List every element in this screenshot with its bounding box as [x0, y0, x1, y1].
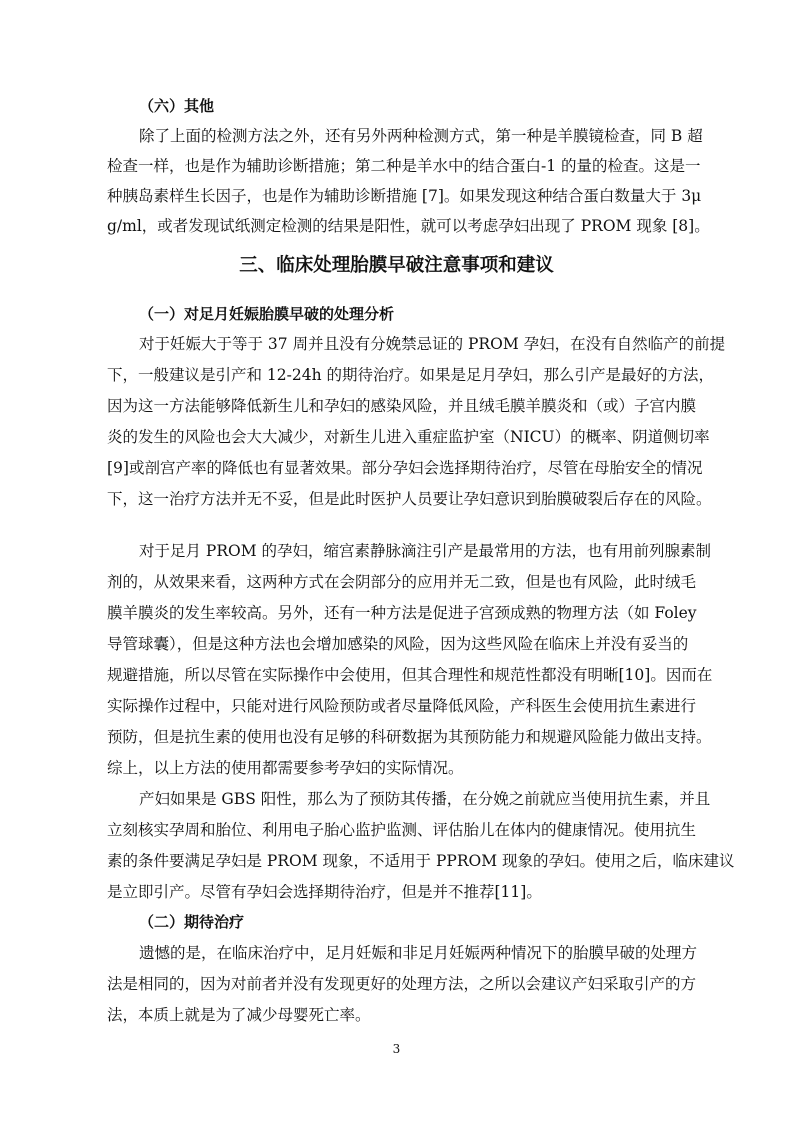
- paragraph-line: 检查一样，也是作为辅助诊断措施；第二种是羊水中的结合蛋白-1 的量的检查。这是一: [107, 157, 701, 175]
- paragraph-line: g/ml，或者发现试纸测定检测的结果是阳性，就可以考虑孕妇出现了 PROM 现象 [8]。: [107, 217, 710, 235]
- paragraph-line: 导管球囊），但是这种方法也会增加感染的风险，因为这些风险在临床上并没有妥当的: [107, 635, 689, 653]
- section-title: 三、临床处理胎膜早破注意事项和建议: [239, 255, 554, 276]
- paragraph-line: 是立即引产。尽管有孕妇会选择期待治疗，但是并不推荐[11]。: [107, 883, 542, 901]
- paragraph-line: 下，一般建议是引产和 12-24h 的期待治疗。如果是足月孕妇，那么引产是最好的方法，: [107, 366, 715, 384]
- paragraph-line: [9]或剖宫产率的降低也有显著效果。部分孕妇会选择期待治疗，尽管在母胎安全的情况: [107, 459, 703, 477]
- paragraph-line: 因为这一方法能够降低新生儿和孕妇的感染风险，并且绒毛膜羊膜炎和（或）子宫内膜: [107, 397, 697, 415]
- paragraph-line: 下，这一治疗方法并无不妥，但是此时医护人员要让孕妇意识到胎膜破裂后存在的风险。: [107, 490, 712, 508]
- subsection-heading: （一）对足月妊娠胎膜早破的处理分析: [139, 305, 395, 323]
- paragraph-line: 种胰岛素样生长因子，也是作为辅助诊断措施 [7]。如果发现这种结合蛋白数量大于 3μ: [107, 187, 702, 205]
- paragraph-line: 对于足月 PROM 的孕妇，缩宫素静脉滴注引产是最常用的方法，也有用前列腺素制: [139, 542, 712, 560]
- paragraph-line: 法是相同的，因为对前者并没有发现更好的处理方法，之所以会建议产妇采取引产的方: [107, 975, 697, 993]
- paragraph-line: 对于妊娠大于等于 37 周并且没有分娩禁忌证的 PROM 孕妇，在没有自然临产的前提: [139, 335, 726, 353]
- subsection-heading: （二）期待治疗: [139, 913, 245, 931]
- paragraph-line: 除了上面的检测方法之外，还有另外两种检测方式，第一种是羊膜镜检查，同 B 超: [139, 127, 703, 145]
- paragraph-line: 实际操作过程中，只能对进行风险预防或者尽量降低风险，产科医生会使用抗生素进行: [107, 697, 697, 715]
- page-number: 3: [392, 1042, 401, 1056]
- paragraph-line: 产妇如果是 GBS 阳性，那么为了预防其传播，在分娩之前就应当使用抗生素，并且: [139, 790, 711, 808]
- paragraph-line: 剂的，从效果来看，这两种方式在会阴部分的应用并无二致，但是也有风险，此时绒毛: [107, 573, 697, 591]
- paragraph-line: 遗憾的是，在临床治疗中，足月妊娠和非足月妊娠两种情况下的胎膜早破的处理方: [139, 944, 698, 962]
- paragraph-line: 炎的发生的风险也会大大减少，对新生儿进入重症监护室（NICU）的概率、阴道侧切率: [107, 428, 710, 446]
- paragraph-line: 法，本质上就是为了减少母婴死亡率。: [107, 1006, 371, 1024]
- paragraph-line: 规避措施，所以尽管在实际操作中会使用，但其合理性和规范性都没有明晰[10]。因而在: [107, 666, 713, 684]
- paragraph-line: 综上，以上方法的使用都需要参考孕妇的实际情况。: [107, 759, 464, 777]
- subsection-heading: （六）其他: [139, 97, 215, 115]
- paragraph-line: 膜羊膜炎的发生率较高。另外，还有一种方法是促进子宫颈成熟的物理方法（如 Foley: [107, 604, 697, 622]
- paragraph-line: 立刻核实孕周和胎位、利用电子胎心监护监测、评估胎儿在体内的健康情况。使用抗生: [107, 821, 697, 839]
- paragraph-line: 预防，但是抗生素的使用也没有足够的科研数据为其预防能力和规避风险能力做出支持。: [107, 728, 712, 746]
- paragraph-line: 素的条件要满足孕妇是 PROM 现象，不适用于 PPROM 现象的孕妇。使用之后，临床建议: [107, 852, 735, 870]
